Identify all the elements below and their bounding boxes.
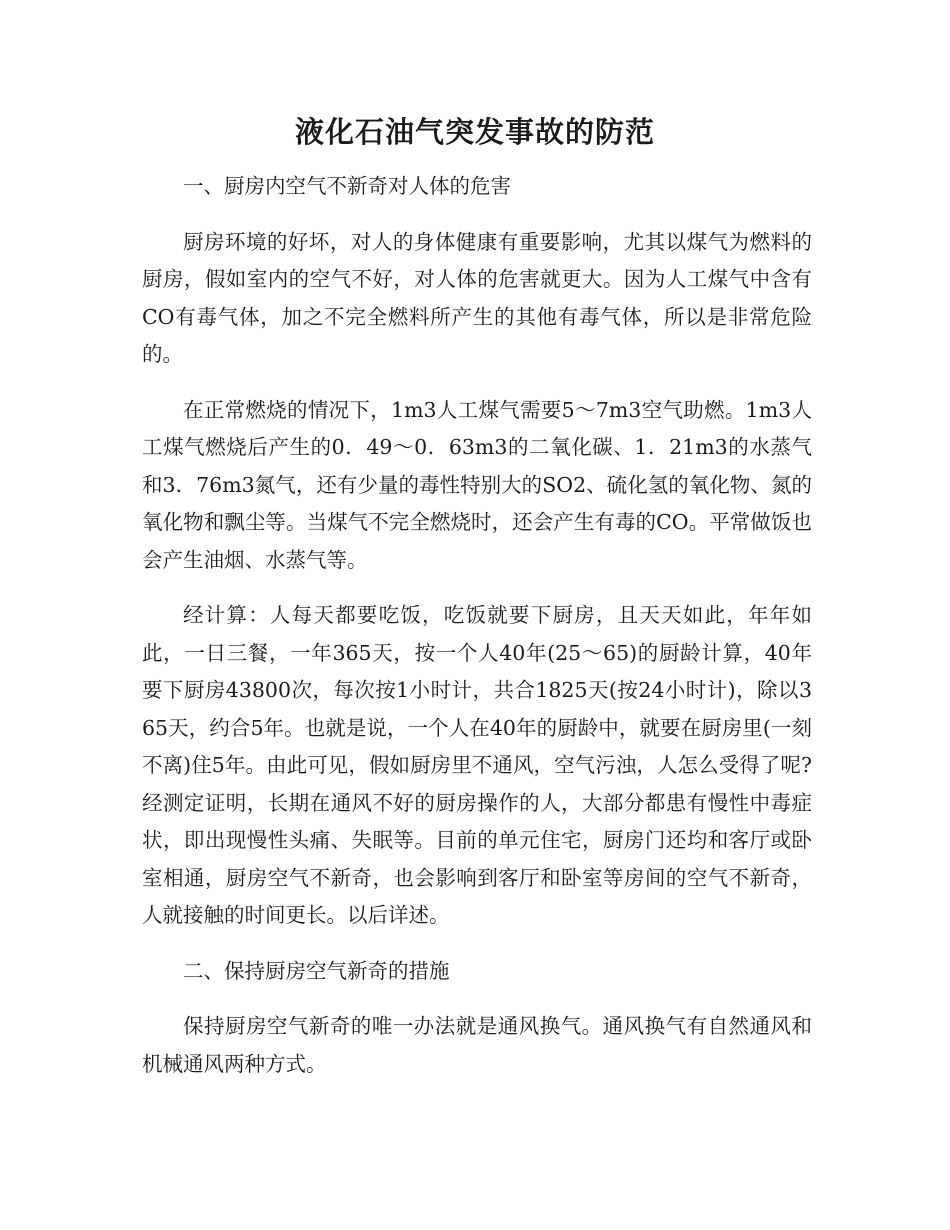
paragraph-4: 保持厨房空气新奇的唯一办法就是通风换气。通风换气有自然通风和机械通风两种方式。 — [142, 1014, 812, 1076]
paragraph-3: 经计算：人每天都要吃饭，吃饭就要下厨房，且天天如此，年年如此，一日三餐，一年365天，按一个人40年(25～65)的厨龄计算，40年要下厨房43800次，每次按1小时计，共合1825天(按24小时计)，除以365天，约合5年。也就是说，一个人在40年的厨龄中，就要在厨房里(一刻不离)住5年。由此可见，假如厨房里不通风，空气污浊，人怎么受得了呢?经测定证明，长期在通风不好的厨房操作的人，大部分都患有慢性中毒症状，即出现慢性头痛、失眠等。目前的单元住宅，厨房门还均和客厅或卧室相通，厨房空气不新奇，也会影响到客厅和卧室等房间的空气不新奇，人就接触的时间更长。以后详述。 — [142, 603, 812, 927]
section-heading-2: 二、保持厨房空气新奇的措施 — [183, 958, 450, 983]
paragraph-2: 在正常燃烧的情况下，1m3人工煤气需要5～7m3空气助燃。1m3人工煤气燃烧后产生的0．49～0．63m3的二氧化碳、1．21m3的水蒸气和3．76m3氮气，还有少量的毒性特别大的SO2、硫化氢的氧化物、氮的氧化物和飘尘等。当煤气不完全燃烧时，还会产生有毒的CO。平常做饭也会产生油烟、水蒸气等。 — [142, 397, 812, 572]
section-heading-1: 一、厨房内空气不新奇对人体的危害 — [183, 174, 511, 198]
paragraph-1: 厨房环境的好坏，对人的身体健康有重要影响，尤其以煤气为燃料的厨房，假如室内的空气不好，对人体的危害就更大。因为人工煤气中含有CO有毒气体，加之不完全燃料所产生的其他有毒气体，所以是非常危险的。 — [142, 229, 812, 366]
document-body — [142, 168, 812, 1101]
document-title: 液化石油气突发事故的防范 — [294, 115, 655, 149]
